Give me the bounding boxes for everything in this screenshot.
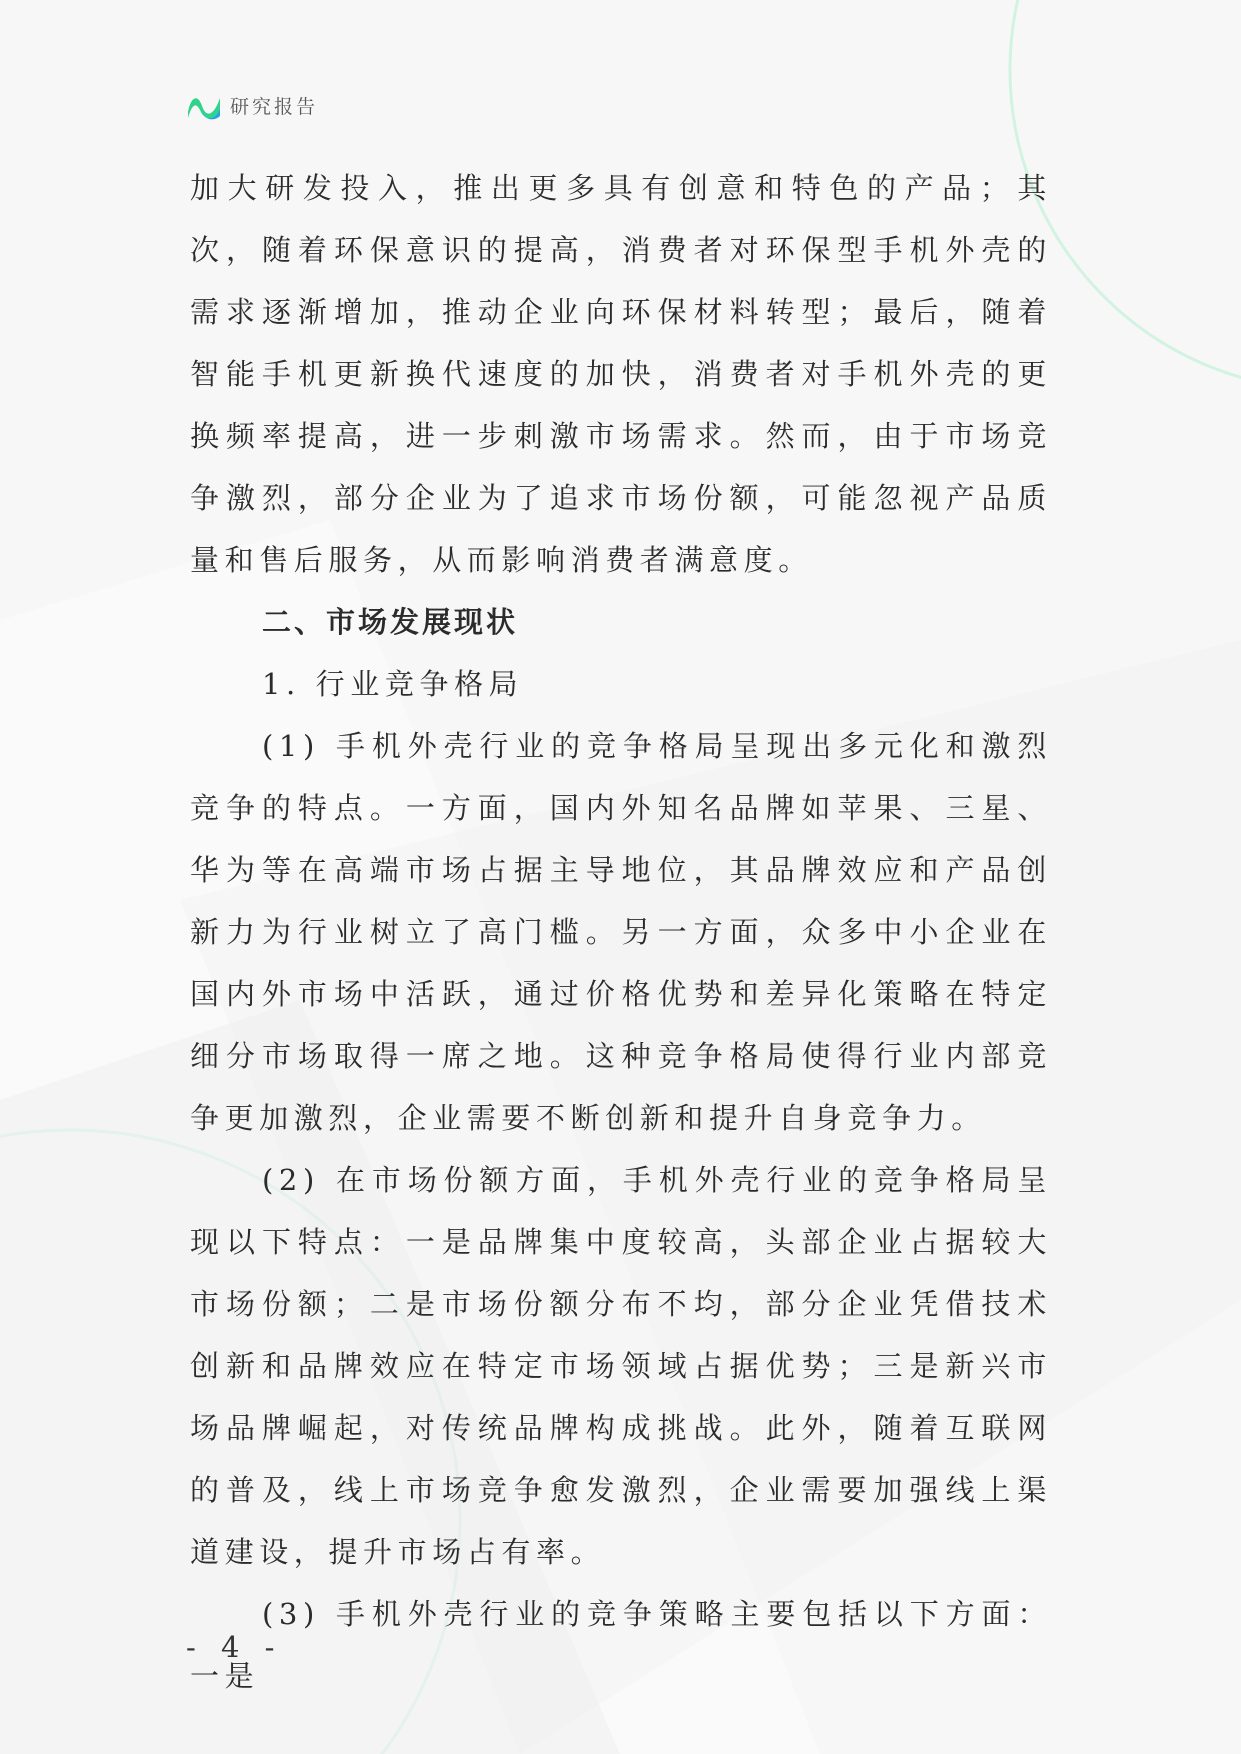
header-title: 研究报告 bbox=[230, 95, 319, 118]
paragraph-3: (3) 手机外壳行业的竞争策略主要包括以下方面：一是 bbox=[190, 1597, 1052, 1693]
paragraph-1: (1) 手机外壳行业的竞争格局呈现出多元化和激烈竞争的特点。一方面，国内外知名品牌如苹果、三星、华为等在高端市场占据主导地位，其品牌效应和产品创新力为行业树立了高门槛。另一方面，众多中小企业在国内外市场中活跃，通过价格优势和差异化策略在特定细分市场取得一席之地。这种竞争格局使得行业内部竞争更加激烈，企业需要不断创新和提升自身竞争力。 bbox=[190, 729, 1052, 1135]
header-logo bbox=[186, 90, 318, 120]
paragraph-2: (2) 在市场份额方面，手机外壳行业的竞争格局呈现以下特点：一是品牌集中度较高，头部企业占据较大市场份额；二是市场份额分布不均，部分企业凭借技术创新和品牌效应在特定市场领域占据优势；三是新兴市场品牌崛起，对传统品牌构成挑战。此外，随着互联网的普及，线上市场竞争愈发激烈，企业需要加强线上渠道建设，提升市场占有率。 bbox=[190, 1163, 1052, 1569]
document-body bbox=[190, 157, 1052, 1707]
paragraph-continued: 加大研发投入，推出更多具有创意和特色的产品；其次，随着环保意识的提高，消费者对环保型手机外壳的需求逐渐增加，推动企业向环保材料转型；最后，随着智能手机更新换代速度的加快，消费者对手机外壳的更换频率提高，进一步刺激市场需求。然而，由于市场竞争激烈，部分企业为了追求市场份额，可能忽视产品质量和售后服务，从而影响消费者满意度。 bbox=[190, 171, 1052, 577]
subsection-heading: 1. 行业竞争格局 bbox=[262, 667, 524, 701]
section-heading: 二、市场发展现状 bbox=[262, 605, 519, 639]
brand-logo-icon bbox=[186, 90, 222, 120]
page-number: - 4 - bbox=[186, 1630, 283, 1664]
